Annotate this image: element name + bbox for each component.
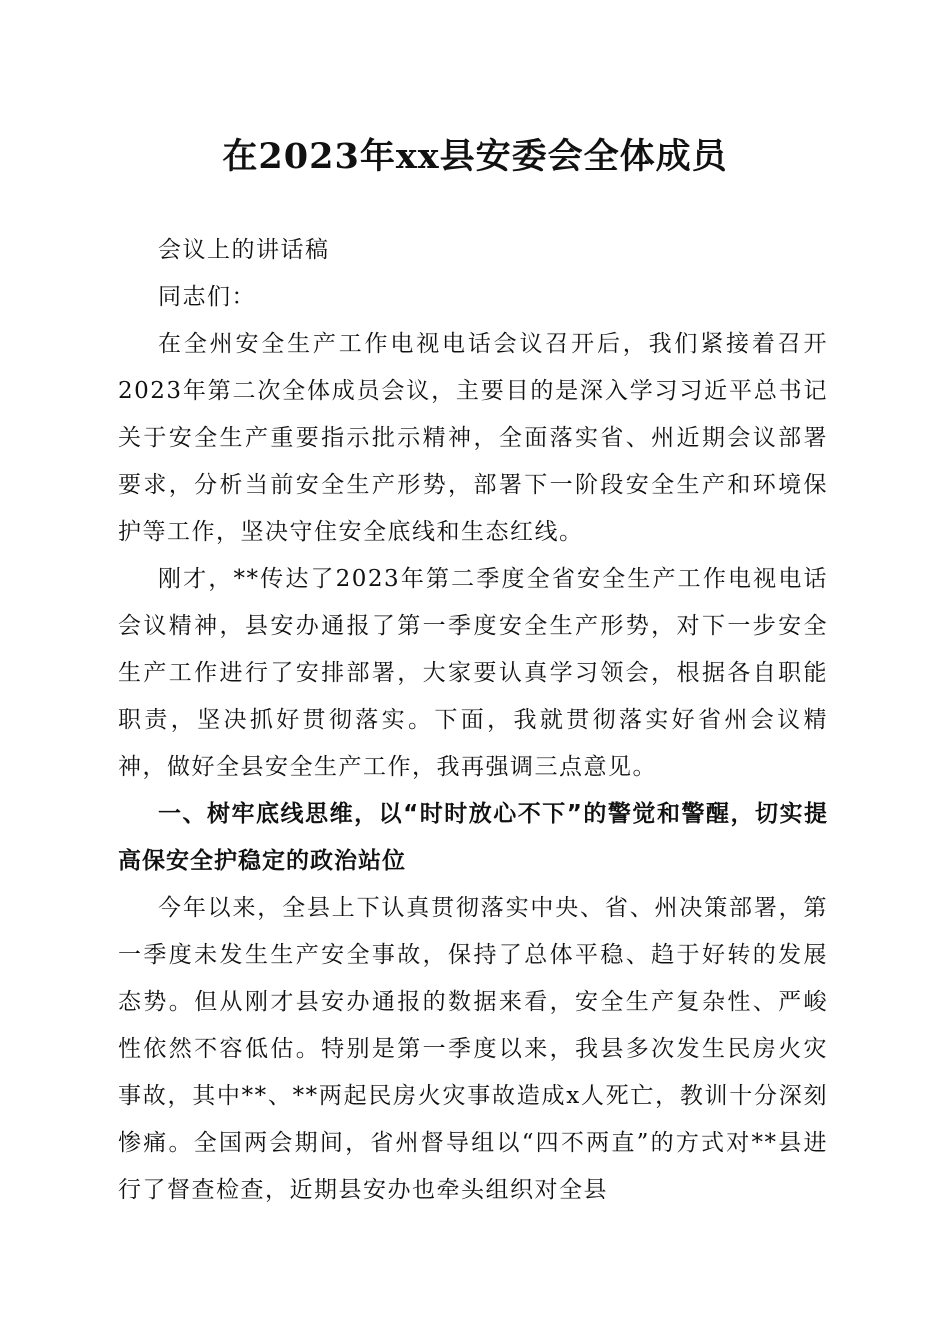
- document-body: [118, 227, 828, 1214]
- greeting-line: 同志们：: [158, 284, 256, 310]
- paragraph-situation: 今年以来，全县上下认真贯彻落实中央、省、州决策部署，第一季度未发生生产安全事故，保持了总体平稳、趋于好转的发展态势。但从刚才县安办通报的数据来看，安全生产复杂性、严峻性依然不容低估。特别是第一季度以来，我县多次发生民房火灾事故，其中**、**两起民房火灾事故造成x人死亡，教训十分深刻惨痛。全国两会期间，省州督导组以“四不两直”的方式对**县进行了督查检查，近期县安办也牵头组织对全县: [118, 895, 828, 1203]
- paragraph-summary: 刚才，**传达了2023年第二季度全省安全生产工作电视电话会议精神，县安办通报了第一季度安全生产形势，对下一步安全生产工作进行了安排部署，大家要认真学习领会，根据各自职能职责，坚决抓好贯彻落实。下面，我就贯彻落实好省州会议精神，做好全县安全生产工作，我再强调三点意见。: [118, 566, 828, 780]
- paragraph-intro: 在全州安全生产工作电视电话会议召开后，我们紧接着召开2023年第二次全体成员会议，主要目的是深入学习习近平总书记关于安全生产重要指示批示精神，全面落实省、州近期会议部署要求，分析当前安全生产形势，部署下一阶段安全生产和环境保护等工作，坚决守住安全底线和生态红线。: [118, 331, 828, 545]
- section-heading-1: 一、树牢底线思维，以“时时放心不下”的警觉和警醒，切实提高保安全护稳定的政治站位: [118, 801, 828, 874]
- document-title: 在2023年xx县安委会全体成员: [222, 136, 728, 177]
- subtitle-line: 会议上的讲话稿: [158, 237, 330, 263]
